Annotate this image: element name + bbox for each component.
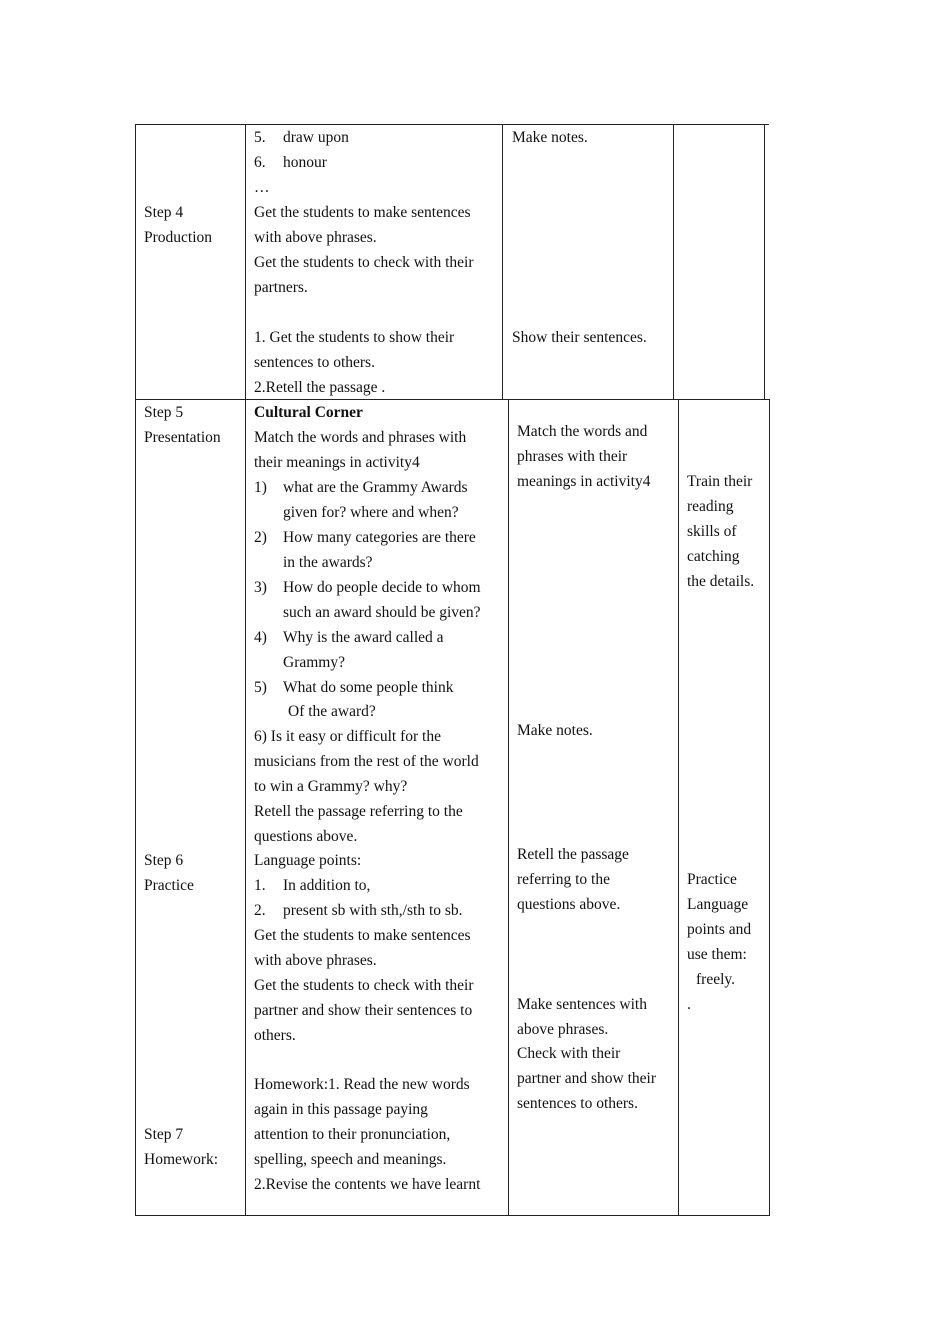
step6-label: Step 6 (144, 852, 184, 869)
teacher-text: others. (254, 1027, 296, 1044)
table1-top-border-tick (765, 124, 769, 125)
table1-left-border (135, 124, 136, 400)
teacher-text: Get the students to check with their (254, 977, 474, 994)
teacher-text: partner and show their sentences to (254, 1002, 473, 1019)
teacher-text: musicians from the rest of the world (254, 753, 479, 770)
step4-label: Step 4 (144, 204, 184, 221)
teacher-text: partners. (254, 279, 308, 296)
purpose-text: points and (687, 921, 752, 938)
teacher-text: Match the words and phrases with (254, 429, 467, 446)
purpose-text: the details. (687, 573, 755, 590)
question-number: 3) (254, 579, 267, 596)
list-item-number: 2. (254, 902, 266, 919)
question-text: in the awards? (283, 554, 373, 571)
question-text: Of the award? (288, 703, 376, 720)
list-item: draw upon (283, 129, 349, 146)
student-text: questions above. (517, 896, 621, 913)
table2-col-divider-3 (678, 399, 679, 1216)
student-text: Check with their (517, 1045, 621, 1062)
student-text: Retell the passage (517, 846, 629, 863)
teacher-text: Language points: (254, 852, 362, 869)
question-number: 5) (254, 679, 267, 696)
question-text: Grammy? (283, 654, 345, 671)
table1-top-border (135, 124, 765, 125)
teacher-text: their meanings in activity4 (254, 454, 420, 471)
step4-name: Production (144, 229, 213, 246)
student-text: Show their sentences. (512, 329, 647, 346)
ellipsis: … (254, 179, 270, 196)
purpose-text: skills of (687, 523, 737, 540)
purpose-text: Language (687, 896, 749, 913)
list-item-number: 6. (254, 154, 266, 171)
step5-name: Presentation (144, 429, 221, 446)
student-text: sentences to others. (517, 1095, 638, 1112)
table2-right-border (769, 399, 770, 1216)
teacher-text: with above phrases. (254, 229, 377, 246)
list-item: honour (283, 154, 327, 171)
list-item: present sb with sth,/sth to sb. (283, 902, 463, 919)
homework-text: Homework:1. Read the new words (254, 1076, 470, 1093)
teacher-text: 1. Get the students to show their (254, 329, 455, 346)
student-text: Match the words and (517, 423, 648, 440)
question-text: such an award should be given? (283, 604, 481, 621)
homework-text: attention to their pronunciation, (254, 1126, 451, 1143)
question-text: Why is the award called a (283, 629, 444, 646)
table1-col-divider-2 (502, 124, 503, 400)
student-text: above phrases. (517, 1021, 609, 1038)
purpose-text: Practice (687, 871, 737, 888)
question-number: 1) (254, 479, 267, 496)
table2-col-divider-1 (245, 399, 246, 1216)
question-text: How do people decide to whom (283, 579, 481, 596)
teacher-text: Get the students to make sentences (254, 927, 471, 944)
teacher-text: 6) Is it easy or difficult for the (254, 728, 441, 745)
table2-col-divider-2 (508, 399, 509, 1216)
student-text: phrases with their (517, 448, 628, 465)
teacher-text: sentences to others. (254, 354, 375, 371)
purpose-text: freely. (696, 971, 736, 988)
step7-label: Step 7 (144, 1126, 184, 1143)
student-text: partner and show their (517, 1070, 657, 1087)
question-number: 4) (254, 629, 267, 646)
purpose-text: Train their (687, 473, 753, 490)
question-text: what are the Grammy Awards (283, 479, 468, 496)
student-text: meanings in activity4 (517, 473, 651, 490)
homework-text: again in this passage paying (254, 1101, 428, 1118)
step7-name: Homework: (144, 1151, 219, 1168)
purpose-text: use them: (687, 946, 747, 963)
table1-col-divider-1 (245, 124, 246, 400)
list-item: In addition to, (283, 877, 371, 894)
teacher-text: with above phrases. (254, 952, 377, 969)
question-number: 2) (254, 529, 267, 546)
purpose-text: reading (687, 498, 734, 515)
table2-bottom-border (135, 1215, 770, 1216)
student-text: referring to the (517, 871, 610, 888)
table-separator (135, 399, 770, 400)
student-text: Make notes. (517, 722, 593, 739)
teacher-text: Get the students to make sentences (254, 204, 471, 221)
list-item-number: 5. (254, 129, 266, 146)
homework-text: spelling, speech and meanings. (254, 1151, 447, 1168)
purpose-text: catching (687, 548, 740, 565)
question-text: What do some people think (283, 679, 454, 696)
student-text: Make notes. (512, 129, 588, 146)
question-text: given for? where and when? (283, 504, 459, 521)
teacher-text: to win a Grammy? why? (254, 778, 408, 795)
table2-left-border (135, 399, 136, 1216)
teacher-text: Get the students to check with their (254, 254, 474, 271)
step5-label: Step 5 (144, 404, 184, 421)
section-heading: Cultural Corner (254, 404, 363, 421)
teacher-text: questions above. (254, 828, 358, 845)
step6-name: Practice (144, 877, 194, 894)
table1-col-divider-3 (673, 124, 674, 400)
teacher-text: 2.Retell the passage . (254, 379, 386, 396)
list-item-number: 1. (254, 877, 266, 894)
purpose-text: . (687, 996, 691, 1013)
question-text: How many categories are there (283, 529, 476, 546)
table1-right-border (764, 124, 765, 400)
homework-text: 2.Revise the contents we have learnt (254, 1176, 481, 1193)
student-text: Make sentences with (517, 996, 647, 1013)
teacher-text: Retell the passage referring to the (254, 803, 463, 820)
